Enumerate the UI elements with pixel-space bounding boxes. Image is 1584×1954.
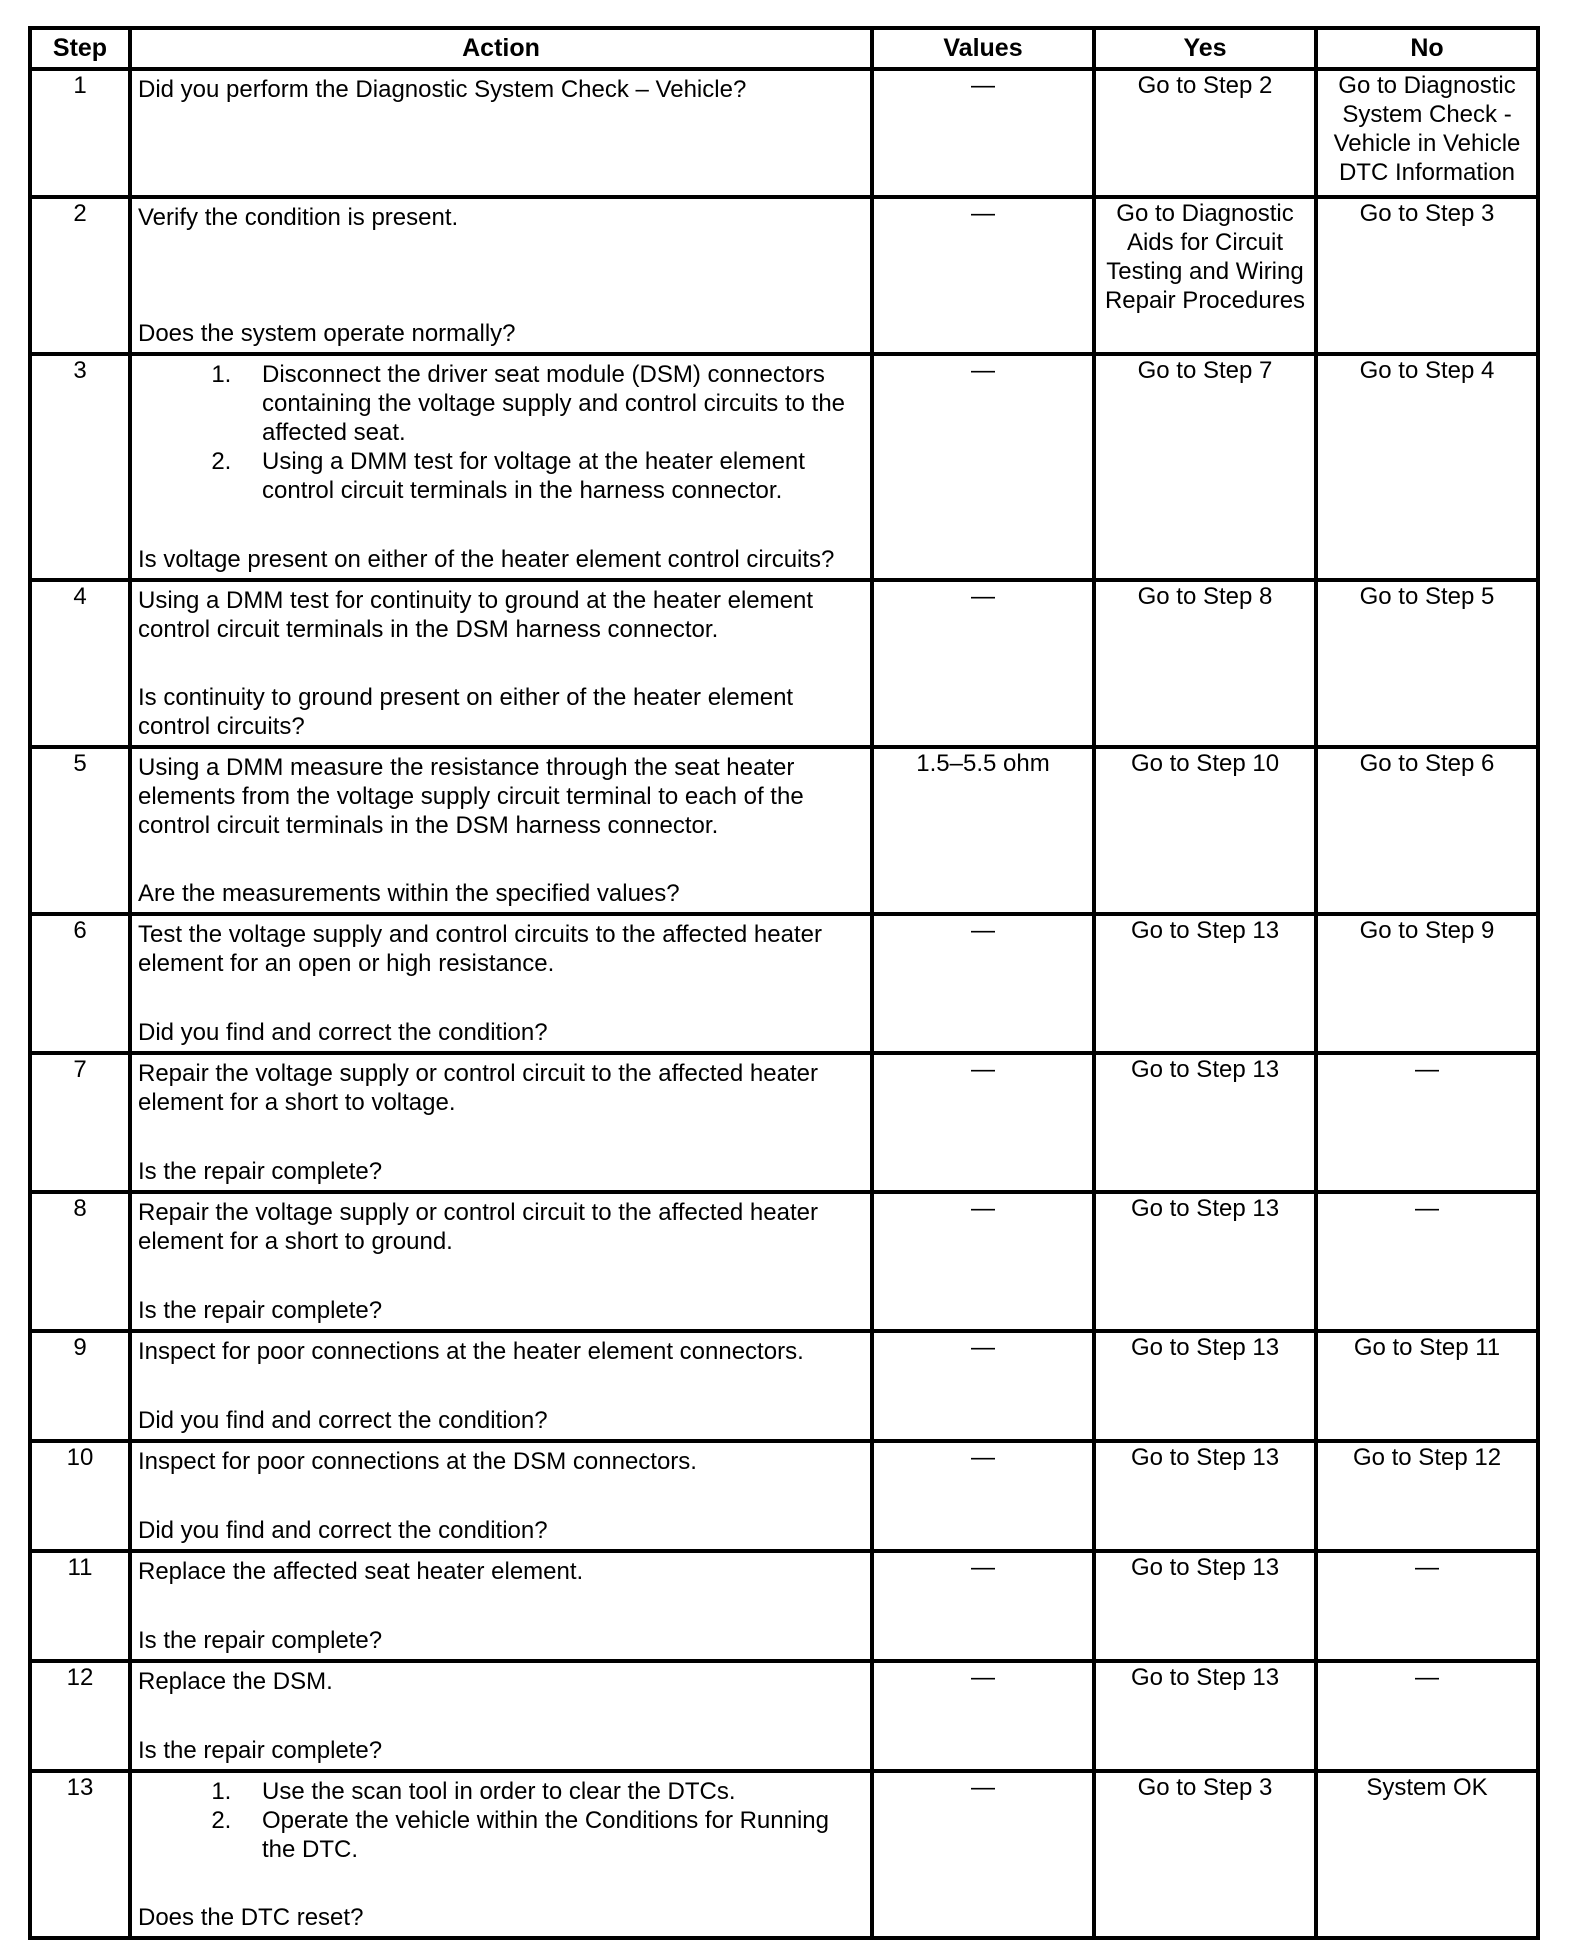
header-no: No — [1316, 28, 1538, 69]
action-text: Repair the voltage supply or control circuit to the affected heater element for a short to ground. — [138, 1199, 818, 1255]
action-step-item: 2. Using a DMM test for voltage at the heater element control circuit terminals in the harness connector. — [238, 447, 864, 505]
step-number: 8 — [30, 1192, 130, 1331]
action-instructions — [138, 1777, 864, 1864]
table-row — [30, 69, 1538, 197]
action-text: Inspect for poor connections at the heater element connectors. — [138, 1338, 804, 1365]
action-text: Did you perform the Diagnostic System Check – Vehicle? — [138, 76, 747, 103]
action-text: Inspect for poor connections at the DSM connectors. — [138, 1448, 697, 1475]
action-question: Is the repair complete? — [138, 1158, 383, 1185]
yes-cell: Go to Step 13 — [1094, 1331, 1316, 1441]
action-content — [132, 582, 870, 745]
no-cell: Go to Step 12 — [1316, 1441, 1538, 1551]
yes-cell: Go to Step 13 — [1094, 914, 1316, 1053]
step-number: 11 — [30, 1551, 130, 1661]
action-content — [132, 1443, 870, 1549]
values-cell: — — [872, 914, 1094, 1053]
action-step-item: 2. Operate the vehicle within the Conditions for Running the DTC. — [238, 1806, 864, 1864]
action-text: Verify the condition is present. — [138, 204, 459, 231]
header-values: Values — [872, 28, 1094, 69]
yes-cell: Go to Step 13 — [1094, 1441, 1316, 1551]
yes-cell: Go to Step 2 — [1094, 69, 1316, 197]
no-cell: — — [1316, 1053, 1538, 1192]
table-row — [30, 747, 1538, 914]
action-text: Replace the affected seat heater element. — [138, 1558, 584, 1585]
table-row — [30, 914, 1538, 1053]
no-cell: System OK — [1316, 1771, 1538, 1938]
values-cell: — — [872, 197, 1094, 354]
no-cell: Go to Step 3 — [1316, 197, 1538, 354]
action-cell — [130, 1661, 872, 1771]
no-cell: Go to Step 11 — [1316, 1331, 1538, 1441]
action-text: Using a DMM measure the resistance through the seat heater elements from the voltage supply circuit terminal to each of the control circuit terminals in the DSM harness connector. — [138, 754, 804, 839]
action-question: Does the DTC reset? — [138, 1904, 364, 1931]
action-instructions — [138, 1198, 864, 1256]
action-instructions — [138, 920, 864, 978]
table-row — [30, 1441, 1538, 1551]
action-content — [132, 1055, 870, 1190]
table-row — [30, 1053, 1538, 1192]
table-row — [30, 1771, 1538, 1938]
yes-cell: Go to Diagnostic Aids for Circuit Testing and Wiring Repair Procedures — [1094, 197, 1316, 354]
action-text: Repair the voltage supply or control circuit to the affected heater element for a short to voltage. — [138, 1060, 818, 1116]
no-cell: — — [1316, 1192, 1538, 1331]
values-cell: — — [872, 1331, 1094, 1441]
no-cell: Go to Step 4 — [1316, 354, 1538, 580]
values-cell: — — [872, 354, 1094, 580]
action-cell — [130, 1551, 872, 1661]
action-question: Are the measurements within the specified values? — [138, 880, 680, 907]
action-instructions — [138, 1557, 864, 1586]
action-content — [132, 199, 870, 352]
no-cell: Go to Step 5 — [1316, 580, 1538, 747]
action-content — [132, 749, 870, 912]
action-cell — [130, 1192, 872, 1331]
step-number: 7 — [30, 1053, 130, 1192]
action-cell — [130, 914, 872, 1053]
step-number: 1 — [30, 69, 130, 197]
action-content — [132, 1333, 870, 1439]
action-question: Is the repair complete? — [138, 1737, 383, 1764]
diagnostic-table — [28, 26, 1540, 1940]
action-question: Is the repair complete? — [138, 1627, 383, 1654]
action-text: Using a DMM test for continuity to ground at the heater element control circuit terminals in the DSM harness connector. — [138, 587, 814, 643]
action-instructions — [138, 1667, 864, 1696]
action-content — [132, 1663, 870, 1769]
no-cell: Go to Step 6 — [1316, 747, 1538, 914]
yes-cell: Go to Step 13 — [1094, 1192, 1316, 1331]
action-question: Did you find and correct the condition? — [138, 1407, 548, 1434]
action-cell — [130, 354, 872, 580]
header-row — [30, 28, 1538, 69]
values-cell: — — [872, 1441, 1094, 1551]
values-cell: — — [872, 69, 1094, 197]
step-number: 13 — [30, 1771, 130, 1938]
values-cell: — — [872, 1192, 1094, 1331]
yes-cell: Go to Step 8 — [1094, 580, 1316, 747]
action-instructions — [138, 360, 864, 505]
action-question: Is continuity to ground present on either of the heater element control circuits? — [138, 684, 794, 740]
yes-cell: Go to Step 13 — [1094, 1551, 1316, 1661]
step-number: 9 — [30, 1331, 130, 1441]
action-instructions — [138, 586, 864, 644]
no-cell: Go to Diagnostic System Check - Vehicle in Vehicle DTC Information — [1316, 69, 1538, 197]
values-cell: — — [872, 1661, 1094, 1771]
step-number: 10 — [30, 1441, 130, 1551]
action-instructions — [138, 1447, 864, 1476]
table-row — [30, 197, 1538, 354]
header-action: Action — [130, 28, 872, 69]
action-text: Replace the DSM. — [138, 1668, 333, 1695]
step-number: 12 — [30, 1661, 130, 1771]
action-instructions — [138, 75, 864, 104]
table-row — [30, 580, 1538, 747]
no-cell: — — [1316, 1661, 1538, 1771]
action-steps-list — [138, 1777, 864, 1864]
table-body — [30, 69, 1538, 1938]
table-row — [30, 1661, 1538, 1771]
action-cell — [130, 747, 872, 914]
action-instructions — [138, 1059, 864, 1117]
action-instructions — [138, 753, 864, 840]
action-cell — [130, 69, 872, 197]
table-row — [30, 1551, 1538, 1661]
action-instructions — [138, 203, 864, 232]
yes-cell: Go to Step 3 — [1094, 1771, 1316, 1938]
action-step-item: 1. Use the scan tool in order to clear the DTCs. — [238, 1777, 864, 1806]
action-content — [132, 1553, 870, 1659]
yes-cell: Go to Step 13 — [1094, 1661, 1316, 1771]
action-steps-list — [138, 360, 864, 505]
step-number: 2 — [30, 197, 130, 354]
yes-cell: Go to Step 13 — [1094, 1053, 1316, 1192]
action-cell — [130, 580, 872, 747]
action-content — [132, 1773, 870, 1936]
action-content — [132, 1194, 870, 1329]
action-text: Test the voltage supply and control circuits to the affected heater element for an open or high resistance. — [138, 921, 822, 977]
action-content — [132, 71, 870, 195]
action-question: Is the repair complete? — [138, 1297, 383, 1324]
yes-cell: Go to Step 7 — [1094, 354, 1316, 580]
step-number: 3 — [30, 354, 130, 580]
action-content — [132, 356, 870, 578]
yes-cell: Go to Step 10 — [1094, 747, 1316, 914]
action-question: Did you find and correct the condition? — [138, 1517, 548, 1544]
action-content — [132, 916, 870, 1051]
step-number: 5 — [30, 747, 130, 914]
action-cell — [130, 197, 872, 354]
values-cell: — — [872, 1771, 1094, 1938]
action-cell — [130, 1771, 872, 1938]
action-instructions — [138, 1337, 864, 1366]
action-step-item: 1. Disconnect the driver seat module (DSM) connectors containing the voltage supply and control circuits to the affected seat. — [238, 360, 864, 447]
step-number: 6 — [30, 914, 130, 1053]
header-step: Step — [30, 28, 130, 69]
no-cell: Go to Step 9 — [1316, 914, 1538, 1053]
table-row — [30, 1192, 1538, 1331]
values-cell: — — [872, 1551, 1094, 1661]
values-cell: — — [872, 1053, 1094, 1192]
values-cell: 1.5–5.5 ohm — [872, 747, 1094, 914]
action-question: Did you find and correct the condition? — [138, 1019, 548, 1046]
table-row — [30, 354, 1538, 580]
action-cell — [130, 1053, 872, 1192]
step-number: 4 — [30, 580, 130, 747]
values-cell: — — [872, 580, 1094, 747]
action-question: Does the system operate normally? — [138, 320, 516, 347]
table-row — [30, 1331, 1538, 1441]
action-cell — [130, 1441, 872, 1551]
action-cell — [130, 1331, 872, 1441]
header-yes: Yes — [1094, 28, 1316, 69]
action-question: Is voltage present on either of the heater element control circuits? — [138, 546, 835, 573]
no-cell: — — [1316, 1551, 1538, 1661]
